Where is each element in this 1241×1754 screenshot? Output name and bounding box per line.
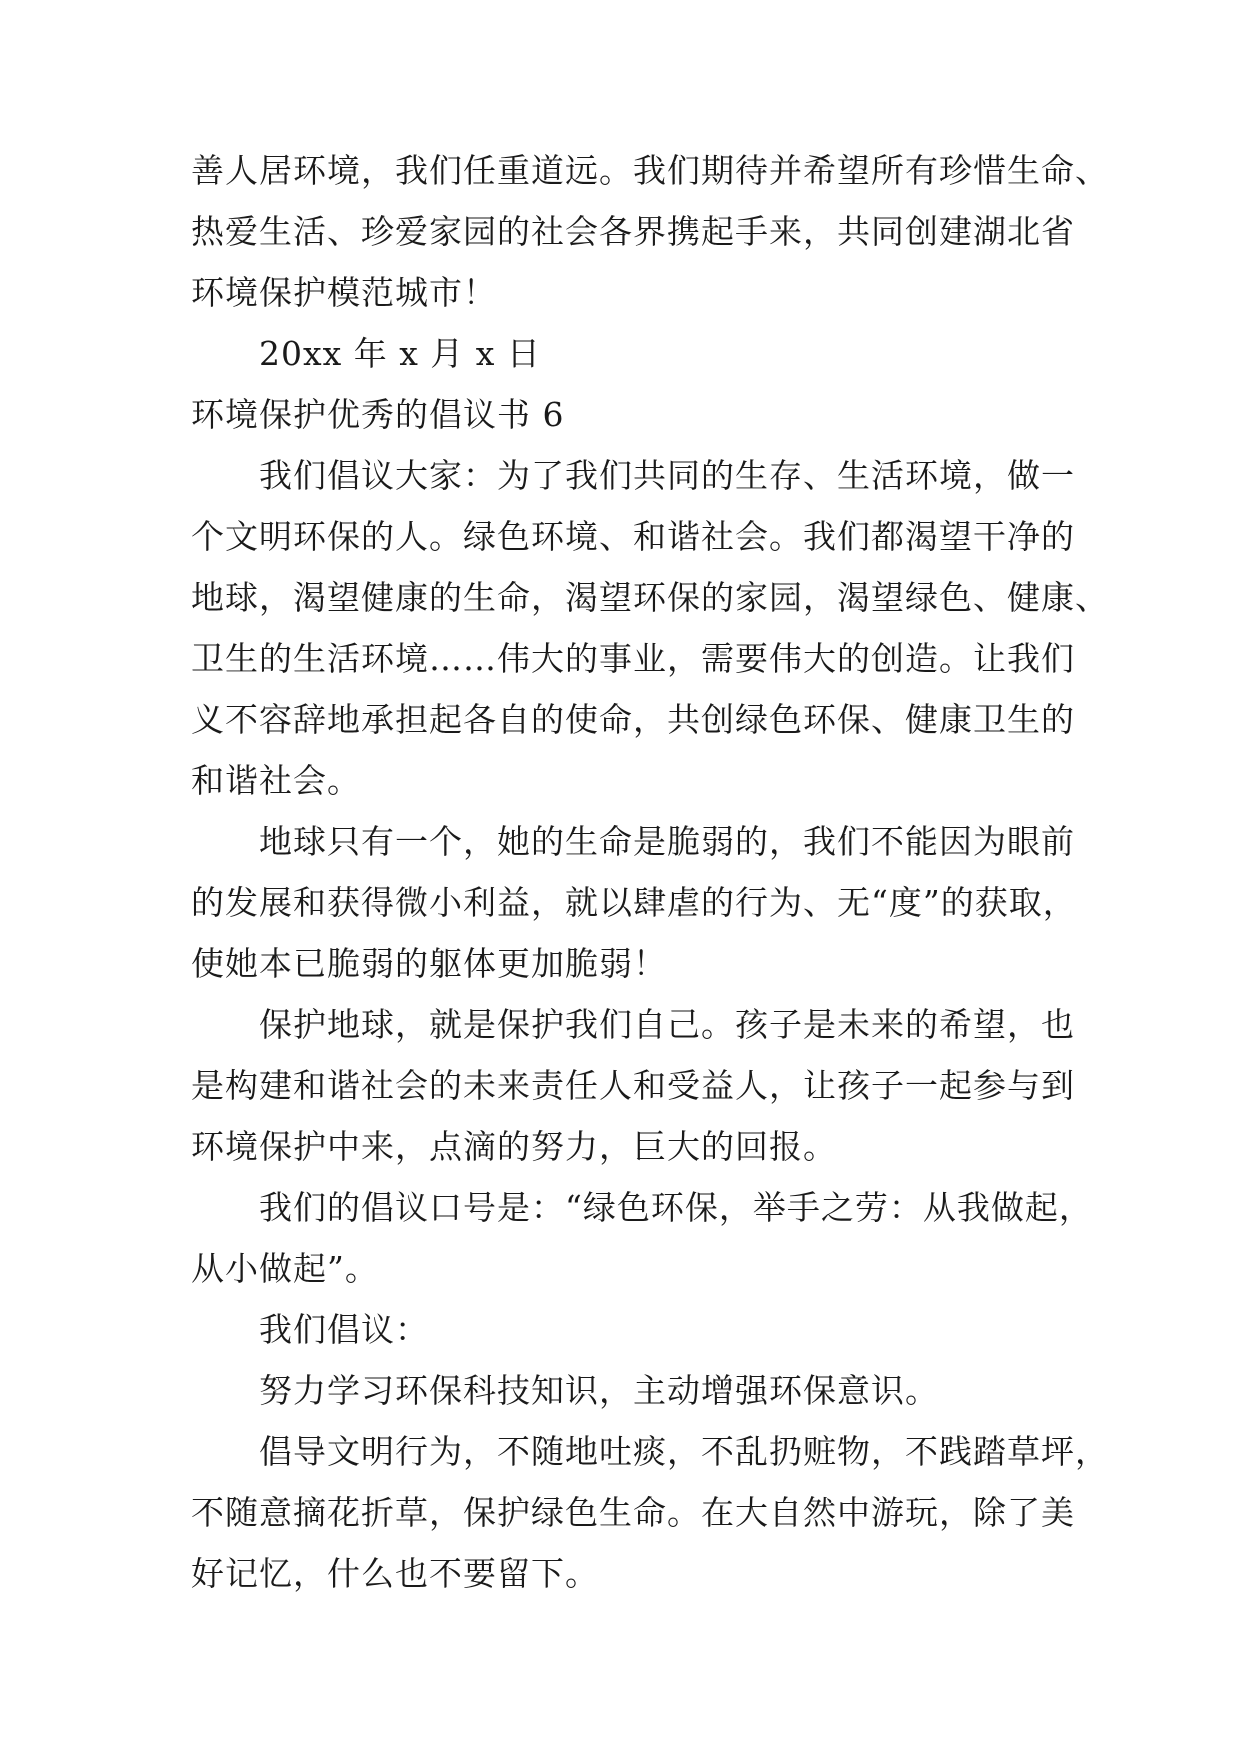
text-line: 使她本已脆弱的躯体更加脆弱！ <box>191 944 667 983</box>
text-line: 热爱生活、珍爱家园的社会各界携起手来，共同创建湖北省 <box>191 212 1075 251</box>
text-line: 地球，渴望健康的生命，渴望环保的家园，渴望绿色、健康、 <box>191 578 1109 617</box>
text-line: 环境保护中来，点滴的努力，巨大的回报。 <box>191 1127 837 1166</box>
text-line: 义不容辞地承担起各自的使命，共创绿色环保、健康卫生的 <box>191 700 1075 739</box>
text-line: 环境保护模范城市！ <box>191 273 497 312</box>
text-line: 从小做起”。 <box>191 1249 379 1288</box>
text-line: 保护地球，就是保护我们自己。孩子是未来的希望，也 <box>259 1005 1075 1044</box>
text-line: 倡导文明行为，不随地吐痰，不乱扔赃物，不践踏草坪， <box>259 1432 1109 1471</box>
text-line: 不随意摘花折草，保护绿色生命。在大自然中游玩，除了美 <box>191 1493 1075 1532</box>
text-line: 好记忆，什么也不要留下。 <box>191 1554 599 1593</box>
text-line: 努力学习环保科技知识，主动增强环保意识。 <box>259 1371 939 1410</box>
text-line: 我们倡议： <box>259 1310 429 1349</box>
text-line: 是构建和谐社会的未来责任人和受益人，让孩子一起参与到 <box>191 1066 1075 1105</box>
text-line: 我们的倡议口号是：“绿色环保，举手之劳：从我做起， <box>259 1188 1093 1227</box>
text-line: 的发展和获得微小利益，就以肆虐的行为、无“度”的获取， <box>191 883 1077 922</box>
section-title: 环境保护优秀的倡议书 6 <box>191 395 565 434</box>
text-line: 地球只有一个，她的生命是脆弱的，我们不能因为眼前 <box>259 822 1075 861</box>
date-line: 20xx 年 x 月 x 日 <box>259 334 541 373</box>
text-line: 和谐社会。 <box>191 761 361 800</box>
text-line: 善人居环境，我们任重道远。我们期待并希望所有珍惜生命、 <box>191 151 1109 190</box>
text-line: 我们倡议大家：为了我们共同的生存、生活环境，做一 <box>259 456 1075 495</box>
text-line: 卫生的生活环境……伟大的事业，需要伟大的创造。让我们 <box>191 639 1075 678</box>
text-line: 个文明环保的人。绿色环境、和谐社会。我们都渴望干净的 <box>191 517 1075 556</box>
